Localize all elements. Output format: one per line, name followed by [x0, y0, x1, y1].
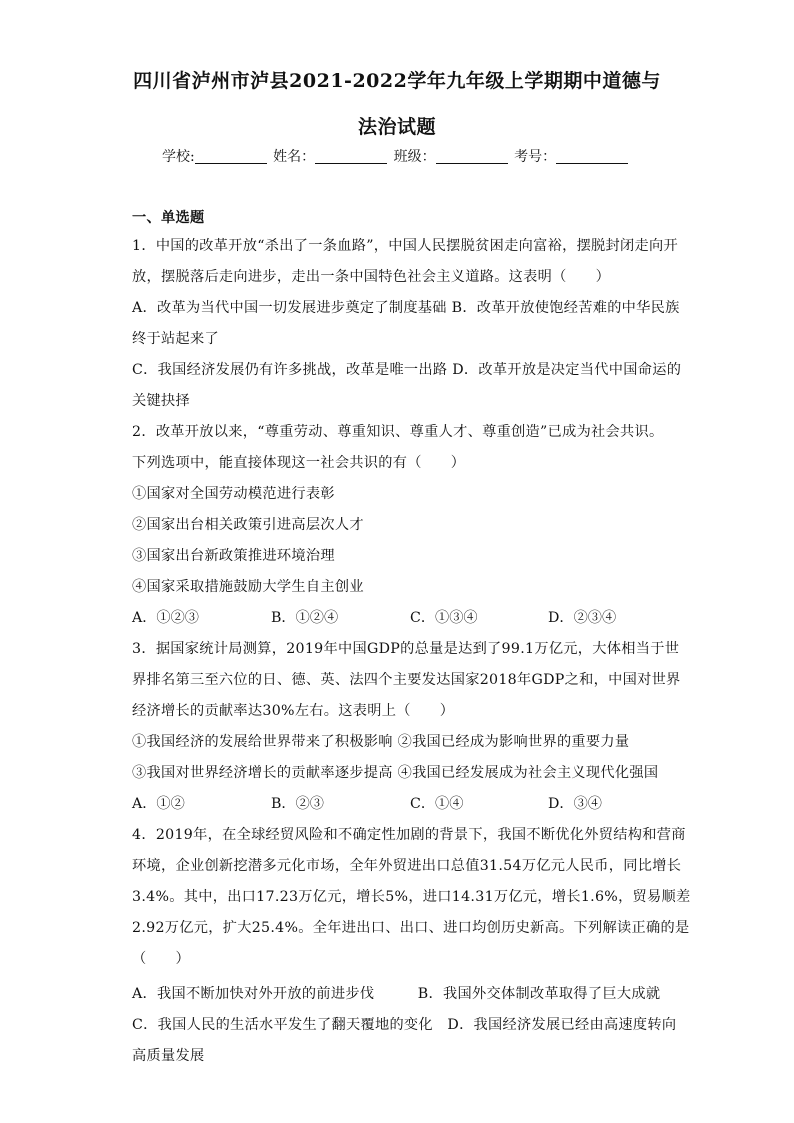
- q3-option-c[interactable]: C．①④: [410, 796, 464, 812]
- q4-stem-line5: （ ）: [132, 951, 190, 967]
- exam-title-line2: 法治试题: [357, 116, 436, 138]
- q3-statements-3-4: ③我国对世界经济增长的贡献率逐步提高 ④我国已经发展成为社会主义现代化强国: [132, 765, 659, 781]
- student-info-row: [162, 146, 630, 166]
- school-blank[interactable]: [195, 149, 267, 164]
- q2-option-d[interactable]: D．②③④: [548, 610, 617, 626]
- q3-statements-1-2: ①我国经济的发展给世界带来了积极影响 ②我国已经成为影响世界的重要力量: [132, 734, 630, 750]
- class-label: 班级：: [393, 149, 436, 165]
- q3-option-b[interactable]: B．②③: [271, 796, 324, 812]
- school-label: 学校:: [162, 149, 195, 165]
- q4-stem-line3: 3.4%。其中，出口17.23万亿元，增长5%，进口14.31万亿元，增长1.6%，贸易顺差: [132, 889, 691, 905]
- q4-options-cd-line1: C．我国人民的生活水平发生了翻天覆地的变化 D．我国经济发展已经由高速度转向: [132, 1017, 677, 1033]
- q3-stem-line2: 界排名第三至六位的日、德、英、法四个主要发达国家2018年GDP之和，中国对世界: [132, 672, 681, 688]
- q2-statement-2: ②国家出台相关政策引进高层次人才: [132, 517, 364, 533]
- exam-number-blank[interactable]: [556, 149, 628, 164]
- q2-statement-1: ①国家对全国劳动模范进行表彰: [132, 486, 335, 502]
- q3-stem-line3: 经济增长的贡献率达30%左右。这表明上（ ）: [132, 703, 455, 719]
- q1-options-ab-line1: A．改革为当代中国一切发展进步奠定了制度基础 B．改革开放使饱经苦难的中华民族: [132, 300, 680, 316]
- exam-title-line1: 四川省泸州市泸县2021-2022学年九年级上学期期中道德与: [133, 70, 661, 92]
- q1-options-cd-line2: 关键抉择: [132, 393, 190, 409]
- q2-statement-4: ④国家采取措施鼓励大学生自主创业: [132, 579, 364, 595]
- q4-stem-line4: 2.92万亿元，扩大25.4%。全年进出口、出口、进口均创历史新高。下列解读正确的是: [132, 920, 690, 936]
- exam-number-label: 考号：: [514, 149, 557, 165]
- q3-option-a[interactable]: A．①②: [132, 796, 185, 812]
- q2-statement-3: ③国家出台新政策推进环境治理: [132, 548, 335, 564]
- q1-options-ab-line2: 终于站起来了: [132, 331, 219, 347]
- q3-stem-line1: 3．据国家统计局测算，2019年中国GDP的总量是达到了99.1万亿元，大体相当于世: [132, 641, 680, 657]
- q1-stem-line1: 1．中国的改革开放“杀出了一条血路”，中国人民摆脱贫困走向富裕，摆脱封闭走向开: [132, 238, 678, 254]
- q3-option-d[interactable]: D．③④: [548, 796, 602, 812]
- q1-stem-line2: 放，摆脱落后走向进步，走出一条中国特色社会主义道路。这表明（ ）: [132, 269, 611, 285]
- class-blank[interactable]: [436, 149, 508, 164]
- q2-option-a[interactable]: A．①②③: [132, 610, 199, 626]
- q4-stem-line2: 环境，企业创新挖潜多元化市场，全年外贸进出口总值31.54万亿元人民币，同比增长: [132, 858, 682, 874]
- section-heading: 一、单选题: [132, 210, 205, 226]
- q1-options-cd-line1: C．我国经济发展仍有许多挑战，改革是唯一出路 D．改革开放是决定当代中国命运的: [132, 362, 682, 378]
- q4-options-ab: A．我国不断加快对外开放的前进步伐 B．我国外交体制改革取得了巨大成就: [132, 986, 661, 1002]
- q4-options-cd-line2: 高质量发展: [132, 1048, 205, 1064]
- name-label: 姓名：: [273, 149, 316, 165]
- q2-stem-line2: 下列选项中，能直接体现这一社会共识的有（ ）: [132, 455, 466, 471]
- q2-stem-line1: 2．改革开放以来，“尊重劳动、尊重知识、尊重人才、尊重创造”已成为社会共识。: [132, 424, 664, 440]
- q2-option-c[interactable]: C．①③④: [410, 610, 478, 626]
- q4-stem-line1: 4．2019年，在全球经贸风险和不确定性加剧的背景下，我国不断优化外贸结构和营商: [132, 827, 686, 843]
- name-blank[interactable]: [315, 149, 387, 164]
- q2-option-b[interactable]: B．①②④: [271, 610, 339, 626]
